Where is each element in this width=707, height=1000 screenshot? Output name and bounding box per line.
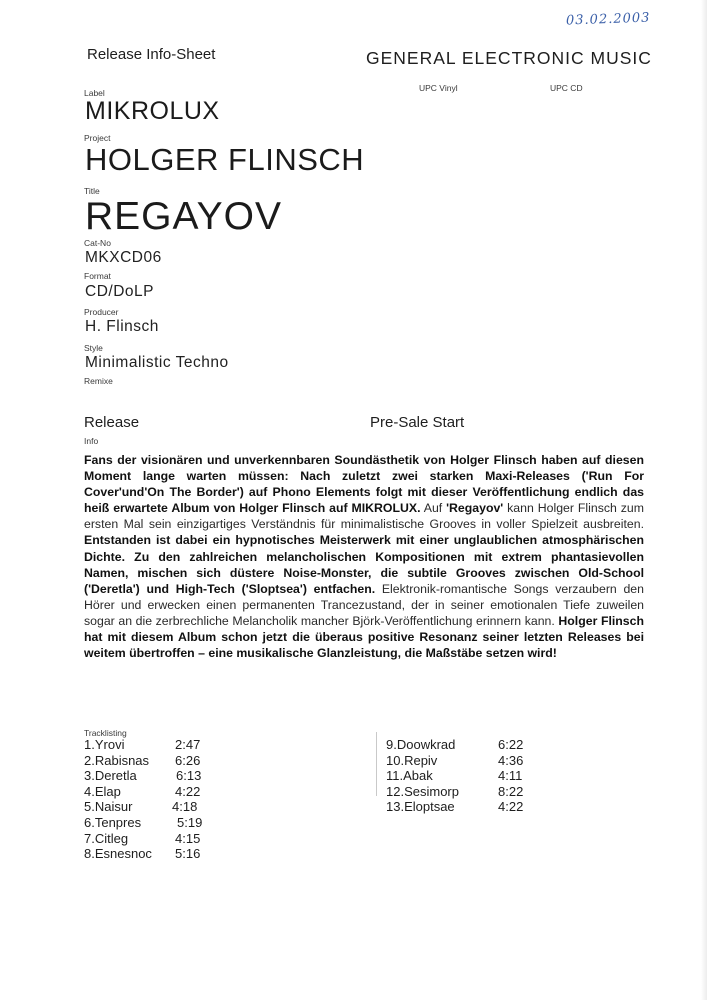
info-segment: Elektronik-romantische Songs verzaubern den Hörer und erwecken einen permanenten Trancezustand, der in seiner emotionalen Tiefe zuweilen sogar an die zerbrechliche Melancholik mancher Björk-Veröffentlichung erinnern kann.: [84, 581, 644, 628]
track-name: 11.Abak: [386, 768, 433, 784]
track-row: [386, 799, 536, 815]
track-duration: 8:22: [498, 783, 524, 799]
track-row: [84, 846, 234, 862]
style-caption: Style: [84, 343, 103, 353]
upc-vinyl-label: UPC Vinyl: [419, 83, 458, 93]
sheet-title: Release Info-Sheet: [87, 46, 216, 63]
track-row: [386, 753, 536, 769]
track-name: 3.Deretla: [84, 768, 137, 784]
track-row: [84, 799, 234, 815]
tracklist-left: [84, 737, 234, 862]
title-caption: Title: [84, 186, 100, 196]
info-segment: 'Regayov': [446, 501, 504, 516]
release-label: Release: [84, 414, 140, 431]
upc-cd-label: UPC CD: [550, 83, 583, 93]
track-name: 5.Naisur: [84, 799, 133, 815]
track-duration: 6:26: [175, 752, 201, 768]
style-value: Minimalistic Techno: [85, 354, 229, 371]
presale-label: Pre-Sale Start: [370, 414, 465, 431]
track-duration: 6:13: [176, 768, 202, 784]
handwritten-date: 03.02.2003: [565, 10, 651, 29]
track-name: 12.Sesimorp: [386, 783, 459, 799]
format-caption: Format: [84, 271, 111, 281]
company-name: GENERAL ELECTRONIC MUSIC: [366, 48, 652, 68]
track-duration: 6:22: [498, 737, 524, 752]
track-name: 2.Rabisnas: [84, 752, 150, 768]
track-name: 13.Eloptsae: [386, 799, 455, 815]
tracklisting-caption: Tracklisting: [84, 728, 127, 738]
project-value: HOLGER FLINSCH: [85, 142, 365, 177]
catno-value: MKXCD06: [85, 249, 162, 266]
track-row: [84, 737, 234, 753]
track-duration: 4:18: [172, 799, 198, 815]
track-row: [84, 768, 234, 784]
track-row: [84, 815, 234, 831]
track-duration: 4:22: [498, 799, 524, 815]
track-name: 10.Repiv: [386, 752, 438, 768]
track-row: [84, 784, 234, 800]
remixe-caption: Remixe: [84, 376, 113, 386]
scan-edge: [701, 0, 707, 1000]
format-value: CD/DoLP: [85, 283, 154, 300]
track-duration: 4:15: [175, 830, 201, 846]
track-duration: 2:47: [175, 737, 201, 752]
track-name: 6.Tenpres: [84, 814, 142, 830]
track-name: 9.Doowkrad: [386, 737, 456, 752]
info-segment: kann Holger Flinsch zum ersten Mal sein einzigartiges Verständnis für minimalistische Grooves in voller Spielzeit ausbreiten.: [84, 501, 644, 532]
producer-value: H. Flinsch: [85, 318, 159, 335]
track-duration: 5:16: [175, 846, 201, 862]
track-row: [386, 784, 536, 800]
info-segment: Holger Flinsch hat mit diesem Album schon jetzt die überaus positive Resonanz seiner letzten Releases bei weitem übertroffen – eine musikalische Glanzleistung, die Maßstäbe setzen wird!: [84, 613, 644, 661]
track-row: [84, 831, 234, 847]
project-caption: Project: [84, 133, 111, 143]
track-row: [84, 753, 234, 769]
title-value: REGAYOV: [85, 195, 282, 238]
label-value: MIKROLUX: [85, 97, 220, 125]
track-name: 1.Yrovi: [84, 737, 125, 752]
catno-caption: Cat-No: [84, 238, 111, 248]
info-segment: Entstanden ist dabei ein hypnotisches Meisterwerk mit einer unglaublichen atmosphärischen Dichte. Zu den zahlreichen melancholischen Kompositionen mit extrem phantasievollen Namen, mischen sich düstere Noise-Monster, die subtile Grooves zwischen Old-School ('Deretla') und High-Tech ('Sloptsea') entfachen.: [84, 533, 644, 596]
info-caption: Info: [84, 436, 99, 446]
track-duration: 4:22: [175, 783, 201, 799]
track-name: 7.Citleg: [84, 830, 129, 846]
track-row: [386, 768, 536, 784]
info-segment: Auf: [420, 501, 447, 516]
track-duration: 5:19: [177, 814, 203, 830]
info-segment: Fans der visionären und unverkennbaren Soundästhetik von Holger Flinsch haben auf diesen Moment lange warten müssen: Nach zuletzt zwei starken Maxi-Releases ('Run For Cover'und'On The Border') auf Phono Elements folgt mit dieser Veröffentlichung endlich das heiß erwartete Album von Holger Flinsch auf MIKROLUX.: [84, 453, 644, 516]
track-duration: 4:36: [498, 752, 524, 768]
track-name: 8.Esnesnoc: [84, 846, 152, 862]
info-text: [84, 452, 644, 661]
producer-caption: Producer: [84, 307, 119, 317]
column-divider: [376, 732, 377, 796]
track-duration: 4:11: [498, 768, 523, 784]
track-name: 4.Elap: [84, 783, 121, 799]
track-row: [386, 737, 536, 753]
label-caption: Label: [84, 88, 105, 98]
tracklist-right: [386, 737, 536, 815]
